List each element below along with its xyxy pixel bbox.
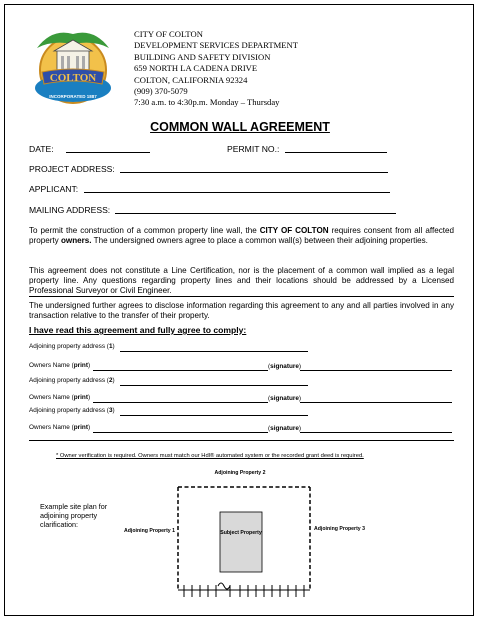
sig-word: signature [270, 363, 299, 370]
p1-city: CITY OF COLTON [259, 226, 329, 235]
mailing-address-field[interactable] [115, 213, 396, 214]
header-line: 659 NORTH LA CADENA DRIVE [134, 63, 258, 74]
owner-text: ) [87, 424, 91, 431]
sig-text: ) [298, 425, 302, 432]
addr-text: ) [112, 407, 115, 414]
owner-text: ) [87, 394, 91, 401]
header-line: BUILDING AND SAFETY DIVISION [134, 51, 271, 62]
adjoining-address-2-label [29, 377, 115, 384]
signature-3-label [268, 425, 301, 432]
p1-text: To permit the construction of a common property line wall, the [29, 226, 260, 235]
project-address-field[interactable] [120, 172, 388, 173]
signature-2-label [268, 395, 301, 402]
sig-text: ( [268, 425, 271, 432]
subject-property-label: Subject Property [220, 530, 262, 536]
signature-2-field[interactable] [300, 402, 452, 403]
logo-text: COLTON [49, 72, 97, 84]
header-line: (909) 370-5079 [134, 86, 188, 97]
sig-text: ) [298, 363, 302, 370]
sig-word: signature [270, 395, 299, 402]
owner-name-3-label [29, 424, 90, 431]
p1-owners: owners. [60, 236, 92, 246]
adjoining-property-3-label: Adjoining Property 3 [314, 526, 366, 532]
owner-print: print [73, 424, 88, 431]
adjoining-property-1-label: Adjoining Property 1 [124, 528, 176, 534]
disclaimer-paragraph: This agreement does not constitute a Line Certification, nor is the placement of a common wall implied as a legal property line. Any questions regarding property lines and their locations should be addressed by a Licensed Professional Surveyor or Civil Engineer. [29, 266, 454, 296]
header-line: 7:30 a.m. to 4:30p.m. Monday – Thursday [134, 97, 280, 108]
header-line: COLTON, CALIFORNIA 92324 [134, 74, 248, 85]
permit-field[interactable] [285, 152, 387, 153]
p1-text2: requires consent from all affected property [29, 226, 454, 246]
addr-number: 1 [108, 343, 113, 350]
divider [29, 440, 454, 441]
consent-paragraph [29, 226, 454, 246]
signature-3-field[interactable] [300, 432, 452, 433]
sig-text: ) [298, 395, 302, 402]
form-title: COMMON WALL AGREEMENT [150, 120, 330, 134]
addr-text: Adjoining property address ( [29, 407, 109, 414]
date-label: DATE: [29, 144, 54, 154]
adjoining-property-2-label: Adjoining Property 2 [214, 470, 266, 476]
owner-name-2-label [29, 394, 90, 401]
adjoining-address-3-field[interactable] [120, 415, 308, 416]
owner-name-3-field[interactable] [93, 432, 268, 433]
disclosure-paragraph: The undersigned further agrees to disclose information regarding this agreement to any and all parties involved in any transaction relative to the transfer of their property. [29, 301, 454, 321]
applicant-field[interactable] [84, 192, 390, 193]
department-header [134, 29, 298, 109]
adjoining-address-2-field[interactable] [120, 385, 308, 386]
header-line: CITY OF COLTON [134, 29, 203, 39]
applicant-label: APPLICANT: [29, 184, 79, 194]
verification-footnote: * Owner verification is required. Owners must match our Hdl® automated system or the recorded grant deed is required. [56, 453, 364, 459]
owner-name-1-field[interactable] [93, 370, 268, 371]
addr-text: ) [112, 377, 115, 384]
addr-number: 2 [108, 377, 113, 384]
agree-heading: I have read this agreement and fully agree to comply: [29, 325, 247, 335]
city-seal-logo [32, 18, 114, 106]
adjoining-address-1-label [29, 343, 115, 350]
signature-1-label [268, 363, 301, 370]
addr-text: Adjoining property address ( [29, 377, 109, 384]
addr-text: Adjoining property address ( [29, 343, 109, 350]
owner-text: Owners Name ( [29, 362, 74, 369]
date-field[interactable] [66, 152, 150, 153]
addr-number: 3 [108, 407, 113, 414]
addr-text: ) [112, 343, 115, 350]
owner-print: print [73, 362, 88, 369]
permit-label: PERMIT NO.: [227, 144, 280, 154]
site-plan-diagram [160, 482, 326, 608]
header-line: DEVELOPMENT SERVICES DEPARTMENT [134, 40, 298, 51]
sig-text: ( [268, 395, 271, 402]
owner-name-2-field[interactable] [93, 402, 268, 403]
p1-text3: The undersigned owners agree to place a common wall(s) between their adjoining properties. [91, 236, 428, 246]
owner-text: Owners Name ( [29, 394, 74, 401]
owner-print: print [73, 394, 88, 401]
divider [29, 296, 454, 297]
adjoining-address-3-label [29, 407, 115, 414]
sig-text: ( [268, 363, 271, 370]
project-address-label: PROJECT ADDRESS: [29, 164, 115, 174]
owner-name-1-label [29, 362, 90, 369]
owner-text: Owners Name ( [29, 424, 74, 431]
example-site-plan-label: Example site plan for adjoining property clarification: [40, 502, 108, 529]
adjoining-address-1-field[interactable] [120, 351, 308, 352]
sig-word: signature [270, 425, 299, 432]
logo-caption: INCORPORATED 1887 [49, 94, 97, 99]
owner-text: ) [87, 362, 91, 369]
signature-1-field[interactable] [300, 370, 452, 371]
mailing-address-label: MAILING ADDRESS: [29, 205, 111, 215]
